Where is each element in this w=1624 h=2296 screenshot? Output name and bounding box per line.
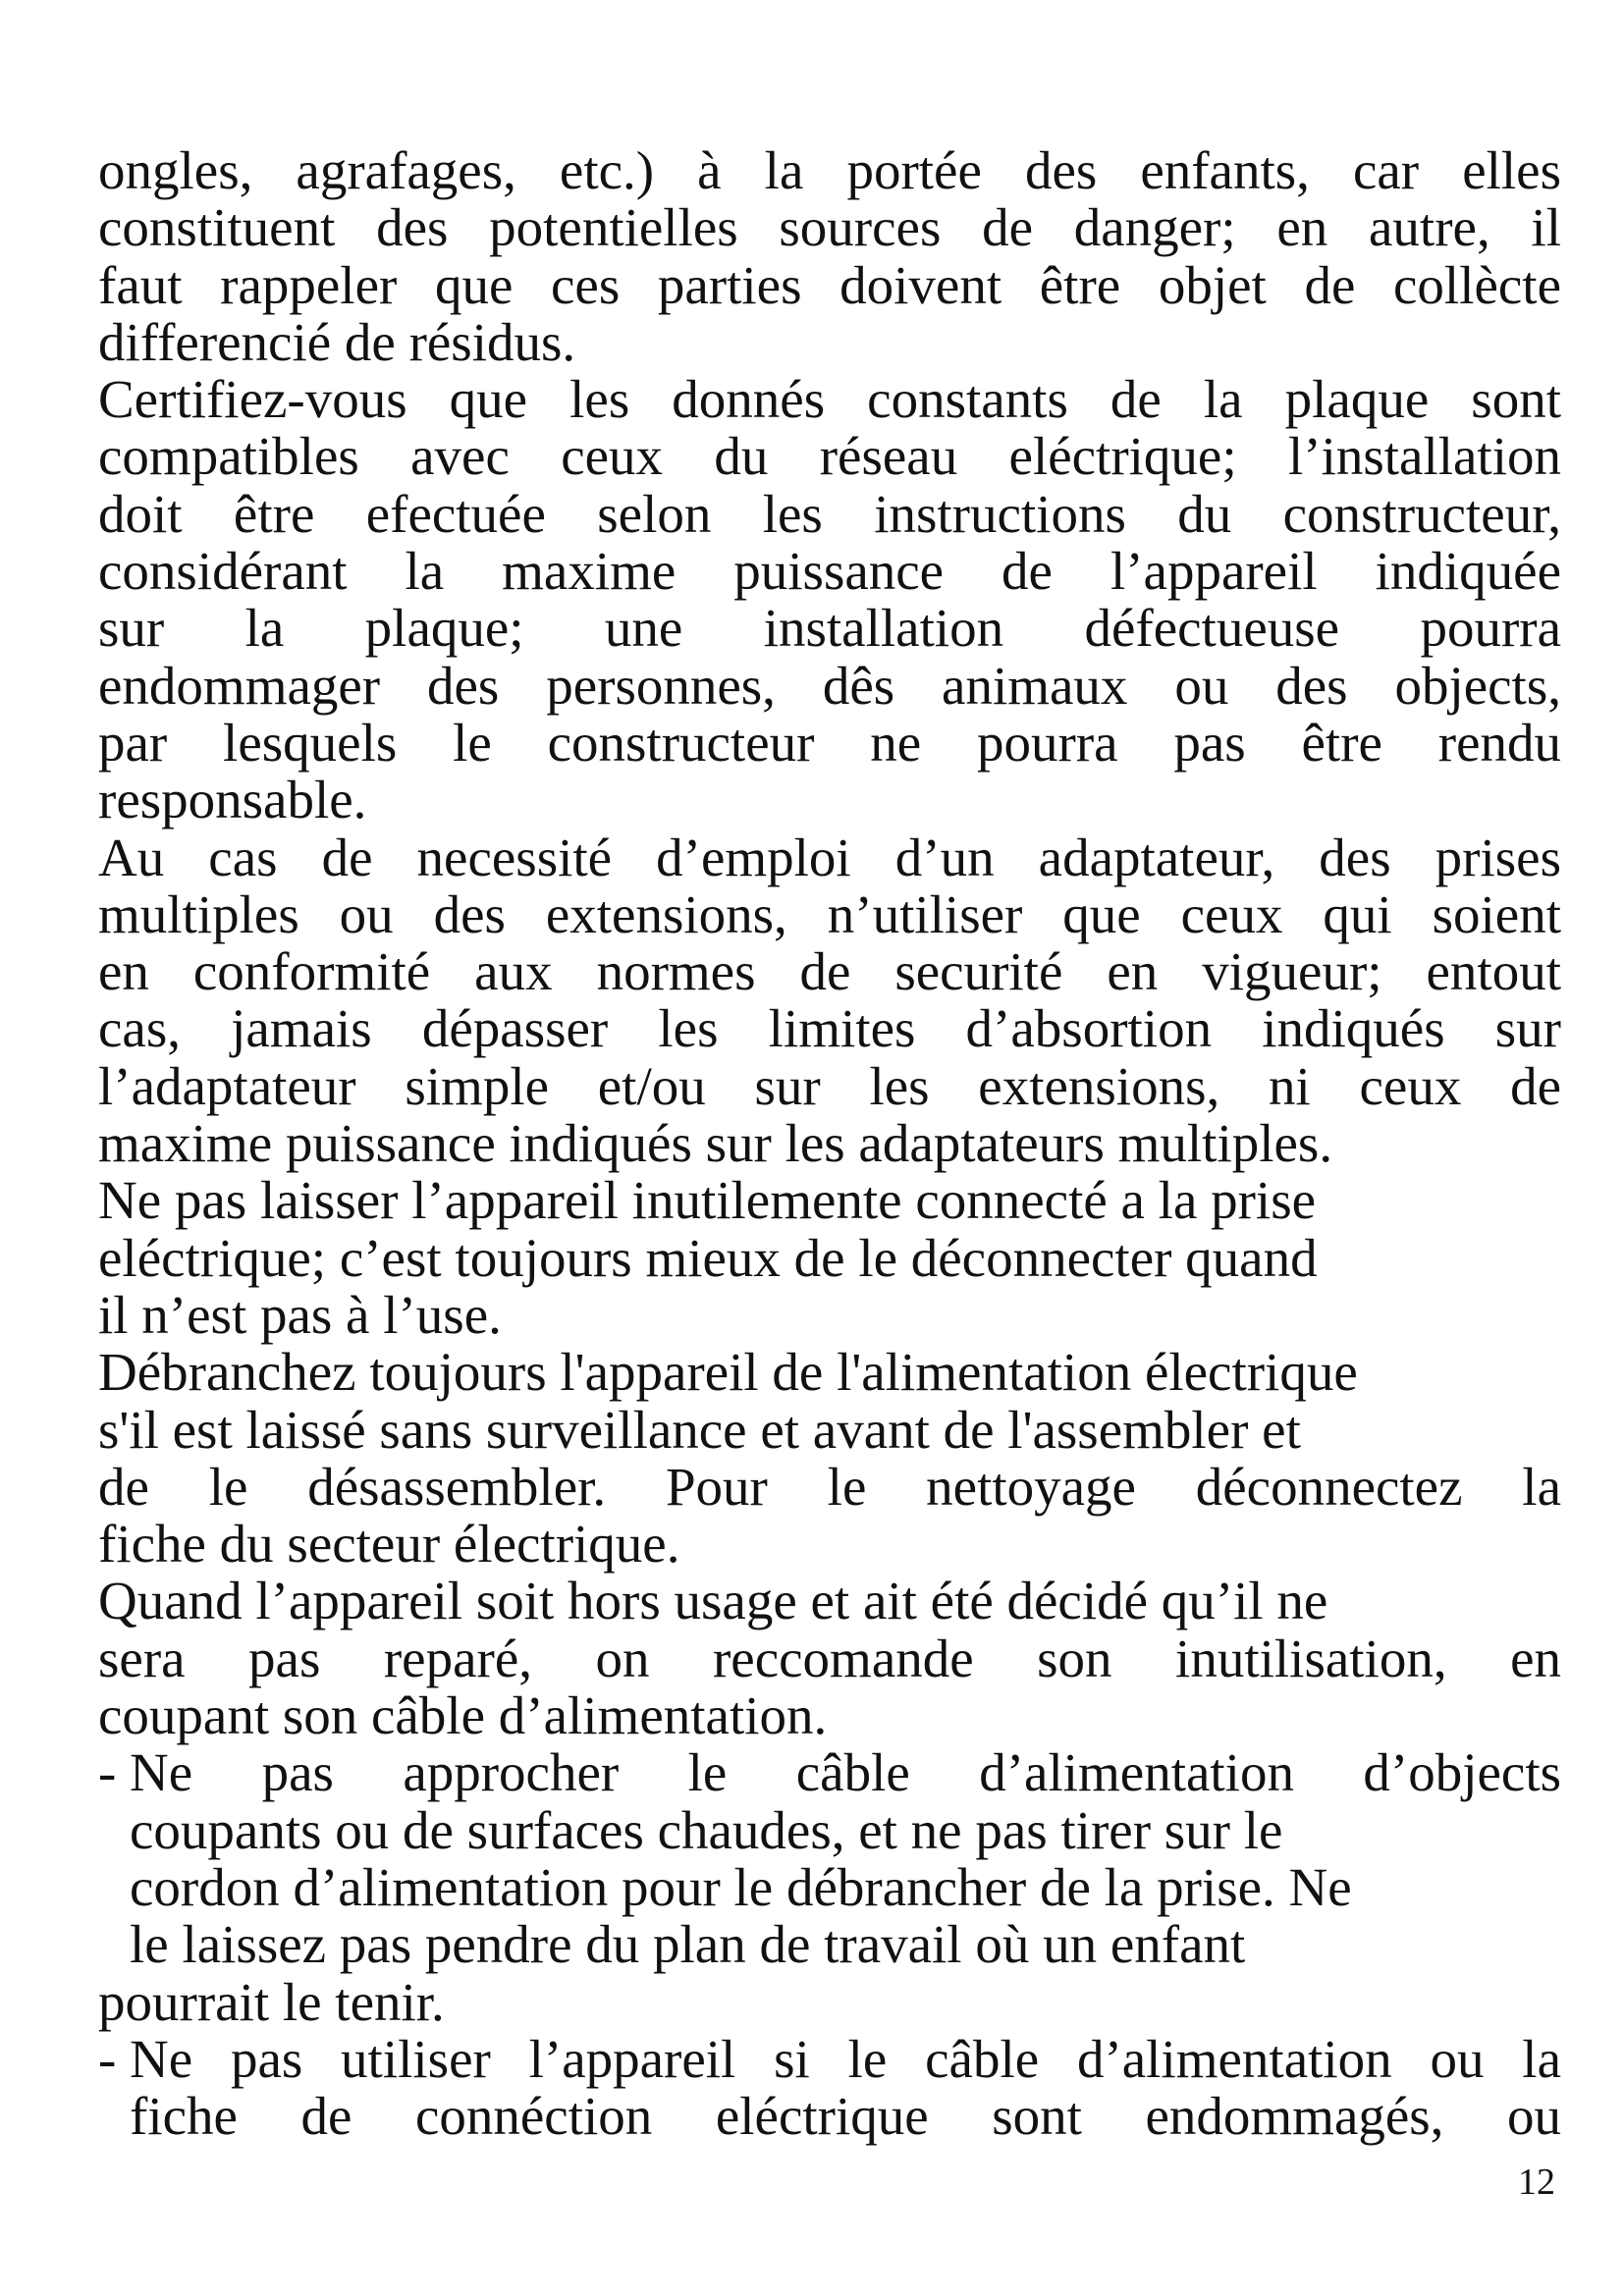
paragraph-adapters xyxy=(98,829,1561,1173)
text-line: coupant son câble d’alimentation. xyxy=(98,1685,828,1746)
text-line: ongles, agrafages, etc.) à la portée des enfants, car elles xyxy=(98,140,1561,200)
text-line: doit être efectuée selon les instructions du constructeur, xyxy=(98,483,1561,544)
text-line: eléctrique; c’est toujours mieux de le déconnecter quand xyxy=(98,1227,1318,1288)
text-line: Quand l’appareil soit hors usage et ait été décidé qu’il ne xyxy=(98,1571,1328,1631)
text-line: sera pas reparé, on reccomande son inutilisation, en xyxy=(98,1628,1561,1688)
text-line: cas, jamais dépasser les limites d’absortion indiqués sur xyxy=(98,998,1561,1059)
bullet-first-line xyxy=(98,2028,1561,2089)
paragraph-installation xyxy=(98,371,1561,828)
text-line: l’adaptateur simple et/ou sur les extensions, ni ceux de xyxy=(98,1055,1561,1116)
text-line: par lesquels le constructeur ne pourra pas être rendu xyxy=(98,712,1561,773)
text-line: cordon d’alimentation pour le débrancher de la prise. Ne xyxy=(130,1856,1352,1917)
text-line: il n’est pas à l’use. xyxy=(98,1284,502,1345)
page-number: 12 xyxy=(1518,2162,1555,2203)
text-line: constituent des potentielles sources de danger; en autre, il xyxy=(98,197,1561,258)
text-line: considérant la maxime puissance de l’appareil indiquée xyxy=(98,541,1561,602)
text-line: sur la plaque; une installation défectueuse pourra xyxy=(98,598,1561,659)
text-line: Ne pas approcher le câble d’alimentation d’objects xyxy=(130,1742,1561,1803)
paragraph-disconnect xyxy=(98,1344,1561,1573)
text-line: Ne pas utiliser l’appareil si le câble d’alimentation ou la xyxy=(130,2028,1561,2089)
bullet-first-line xyxy=(98,1744,1561,1801)
text-line: compatibles avec ceux du réseau eléctrique; l’installation xyxy=(98,426,1561,487)
text-line: responsable. xyxy=(98,770,367,830)
bullet-marker: - xyxy=(98,2028,117,2089)
bullet-item-damaged xyxy=(98,2028,1561,2147)
text-line: pourrait le tenir. xyxy=(98,1971,445,2032)
bullet-item-cable xyxy=(98,1744,1561,2030)
text-line: fiche de connéction eléctrique sont endommagés, ou xyxy=(130,2086,1561,2147)
text-line: differencié de résidus. xyxy=(98,311,576,372)
paragraph-small-parts xyxy=(98,142,1561,371)
document-page xyxy=(98,142,1561,2145)
text-line: s'il est laissé sans surveillance et avant de l'assembler et xyxy=(98,1399,1301,1460)
text-line: fiche du secteur électrique. xyxy=(98,1514,680,1575)
text-line: Débranchez toujours l'appareil de l'alimentation électrique xyxy=(98,1342,1358,1403)
text-line: Au cas de necessité d’emploi d’un adaptateur, des prises xyxy=(98,827,1561,887)
text-line: Certifiez-vous que les donnés constants de la plaque sont xyxy=(98,369,1561,430)
text-line: multiples ou des extensions, n’utiliser que ceux qui soient xyxy=(98,883,1561,944)
text-line: le laissez pas pendre du plan de travail où un enfant xyxy=(130,1914,1246,1975)
text-line: coupants ou de surfaces chaudes, et ne pas tirer sur le xyxy=(130,1799,1283,1860)
text-line: en conformité aux normes de securité en vigueur; entout xyxy=(98,941,1561,1002)
text-line: maxime puissance indiqués sur les adaptateurs multiples. xyxy=(98,1113,1333,1174)
paragraph-unplug xyxy=(98,1172,1561,1344)
text-line: faut rappeler que ces parties doivent être objet de collècte xyxy=(98,254,1561,315)
text-line: endommager des personnes, dês animaux ou des objects, xyxy=(98,655,1561,716)
text-line: de le désassembler. Pour le nettoyage déconnectez la xyxy=(98,1456,1561,1517)
text-line: Ne pas laisser l’appareil inutilemente connecté a la prise xyxy=(98,1170,1317,1231)
bullet-marker: - xyxy=(98,1742,117,1803)
paragraph-disposal xyxy=(98,1573,1561,1744)
